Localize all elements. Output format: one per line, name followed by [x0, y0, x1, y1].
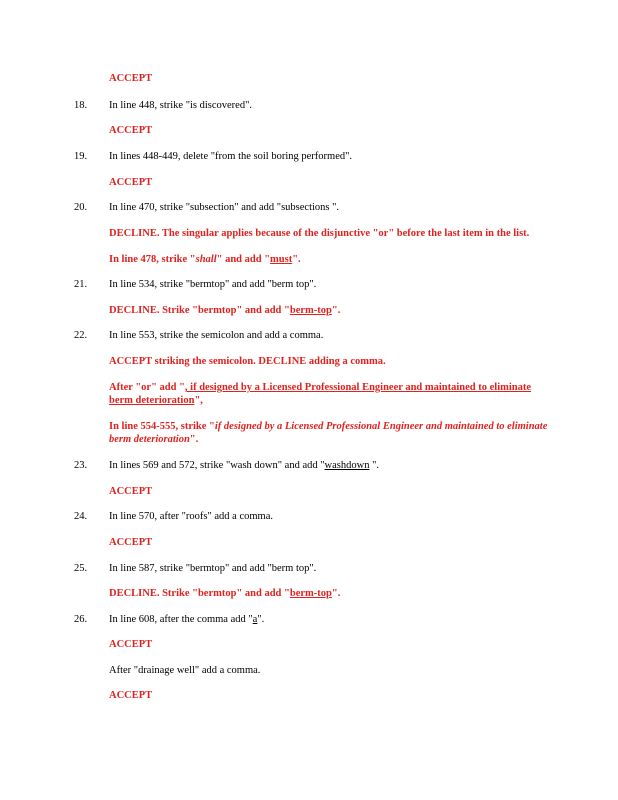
- item-number: 21.: [74, 279, 88, 290]
- editor-response: ACCEPT: [109, 639, 153, 650]
- item-number: 24.: [74, 511, 88, 522]
- amendment-text: In lines 448-449, delete "from the soil boring performed".: [109, 151, 353, 162]
- amendment-text: In lines 569 and 572, strike "wash down" and add "washdown ".: [109, 460, 380, 471]
- editor-response: ACCEPT: [109, 486, 153, 497]
- item-number: 25.: [74, 563, 88, 574]
- item-number: 19.: [74, 151, 88, 162]
- item-number: 20.: [74, 202, 88, 213]
- editor-response: In line 478, strike "shall" and add "must".: [109, 254, 301, 265]
- editor-response: ACCEPT: [109, 537, 153, 548]
- amendment-text: In line 534, strike "bermtop" and add "berm top".: [109, 279, 317, 290]
- editor-response: ACCEPT: [109, 73, 153, 84]
- editor-response: ACCEPT: [109, 177, 153, 188]
- amendment-text: In line 570, after "roofs" add a comma.: [109, 511, 273, 522]
- amendment-text: In line 470, strike "subsection" and add "subsections ".: [109, 202, 340, 213]
- amendment-text: After "drainage well" add a comma.: [109, 665, 261, 676]
- editor-response: After "or" add ", if designed by a Licensed Professional Engineer and maintained to eliminate berm deterioration",: [109, 382, 532, 406]
- amendment-text: In line 448, strike "is discovered".: [109, 100, 253, 111]
- editor-response: ACCEPT: [109, 125, 153, 136]
- editor-response: In line 554-555, strike "if designed by a Licensed Professional Engineer and maintained to eliminate berm deterioration".: [109, 421, 548, 445]
- item-number: 22.: [74, 330, 88, 341]
- editor-response: DECLINE. Strike "bermtop" and add "berm-top".: [109, 588, 341, 599]
- amendment-text: In line 587, strike "bermtop" and add "berm top".: [109, 563, 317, 574]
- editor-response: ACCEPT striking the semicolon. DECLINE adding a comma.: [109, 356, 386, 367]
- item-number: 18.: [74, 100, 88, 111]
- editor-response: DECLINE. The singular applies because of the disjunctive "or" before the last item in the list.: [109, 228, 530, 239]
- editor-response: ACCEPT: [109, 690, 153, 701]
- item-number: 23.: [74, 460, 88, 471]
- amendment-text: In line 608, after the comma add "a".: [109, 614, 265, 625]
- item-number: 26.: [74, 614, 88, 625]
- amendment-text: In line 553, strike the semicolon and add a comma.: [109, 330, 324, 341]
- editor-response: DECLINE. Strike "bermtop" and add "berm-top".: [109, 305, 341, 316]
